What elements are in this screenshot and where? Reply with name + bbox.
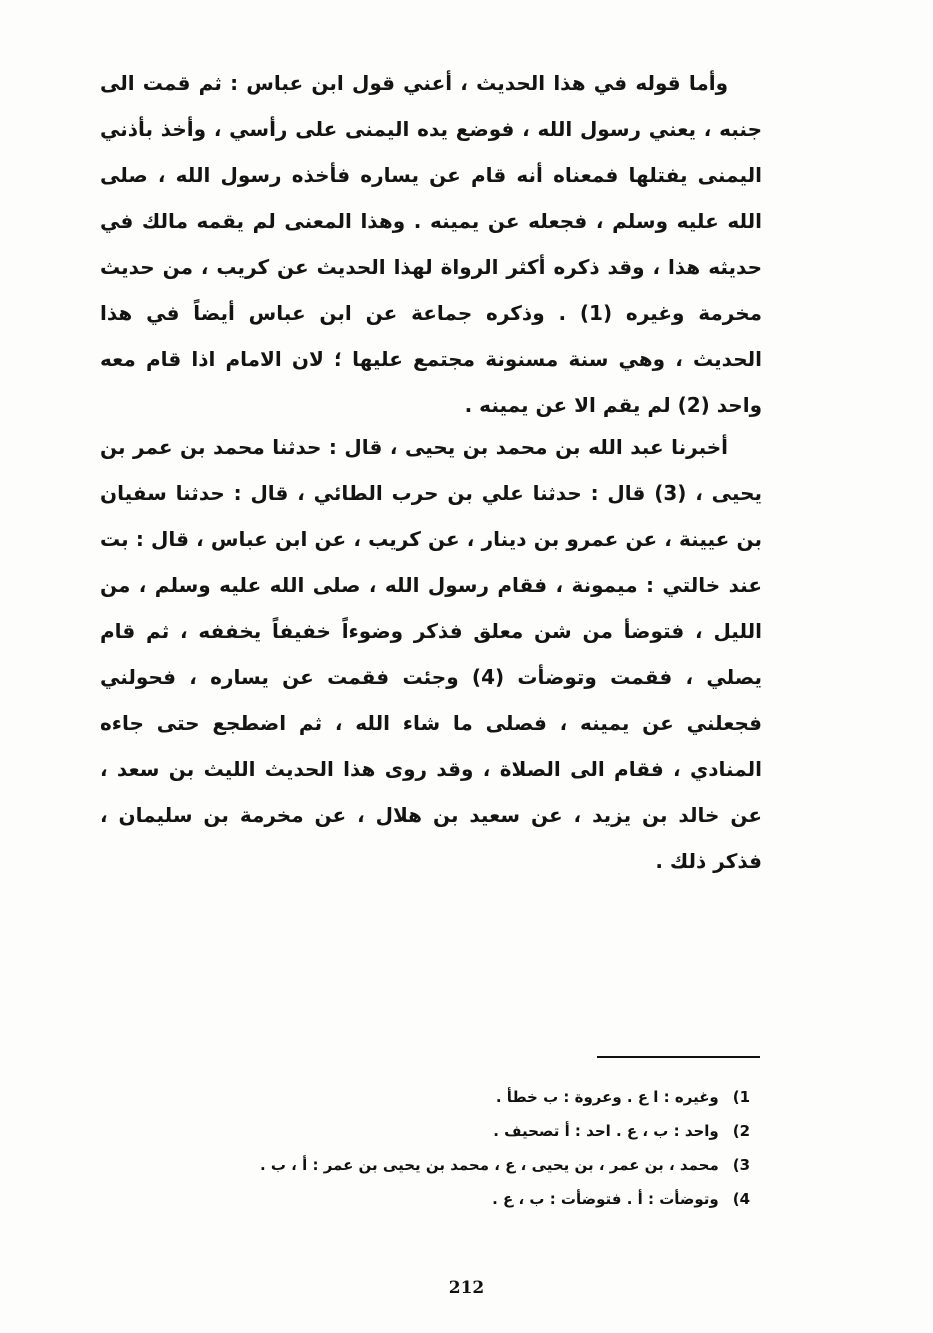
footnote-text: وغيره : ا ع . وعروة : ب خطأ . [495,1088,719,1106]
footnote-number: 3) [732,1156,750,1174]
footnote-3 [110,1148,750,1182]
footnote-number: 1) [732,1088,750,1106]
footnotes [110,1080,750,1216]
body-paragraph-1: وأما قوله في هذا الحديث ، أعني قول ابن عباس : ثم قمت الى جنبه ، يعني رسول الله ، فوضع يده اليمنى على رأسي ، وأخذ بأذني اليمنى يفتلها فمعناه أنه قام عن يساره فأخذه رسول الله ، صلى الله عليه وسلم ، فجعله عن يمينه . وهذا المعنى لم يقمه مالك في حديثه هذا ، وقد ذكره أكثر الرواة لهذا الحديث عن كريب ، من حديث مخرمة وغيره (1) . وذكره جماعة عن ابن عباس أيضاً في هذا الحديث ، وهي سنة مسنونة مجتمع عليها ؛ لان الامام اذا قام معه واحد (2) لم يقم الا عن يمينه . [100,71,763,417]
footnote-1 [110,1080,750,1114]
footnote-4 [110,1182,750,1216]
page-number: 212 [448,1278,485,1298]
footnote-number: 4) [732,1190,750,1208]
footnote-number: 2) [732,1122,750,1140]
footnote-text: واحد : ب ، ع . احد : أ تصحيف . [493,1122,719,1140]
footnote-text: محمد ، بن عمر ، بن يحيى ، ع ، محمد بن يحيى بن عمر : أ ، ب . [259,1156,719,1174]
footnote-divider [597,1056,760,1058]
body-paragraph-2: أخبرنا عبد الله بن محمد بن يحيى ، قال : حدثنا محمد بن عمر بن يحيى ، (3) قال : حدثنا علي بن حرب الطائي ، قال : حدثنا سفيان بن عيينة ، عن عمرو بن دينار ، عن كريب ، عن ابن عباس ، قال : بت عند خالتي : ميمونة ، فقام رسول الله ، صلى الله عليه وسلم ، من الليل ، فتوضأ من شن معلق فذكر وضوءاً خفيفاً يخففه ، ثم قام يصلي ، فقمت وتوضأت (4) وجئت فقمت عن يساره ، فحولني فجعلني عن يمينه ، فصلى ما شاء الله ، ثم اضطجع حتى جاءه المنادي ، فقام الى الصلاة ، وقد روى هذا الحديث الليث بن سعد ، عن خالد بن يزيد ، عن سعيد بن هلال ، عن مخرمة بن سليمان ، فذكر ذلك . [100,435,762,873]
footnote-2 [110,1114,750,1148]
footnote-text: وتوضأت : أ . فتوضأت : ب ، ع . [492,1190,719,1208]
